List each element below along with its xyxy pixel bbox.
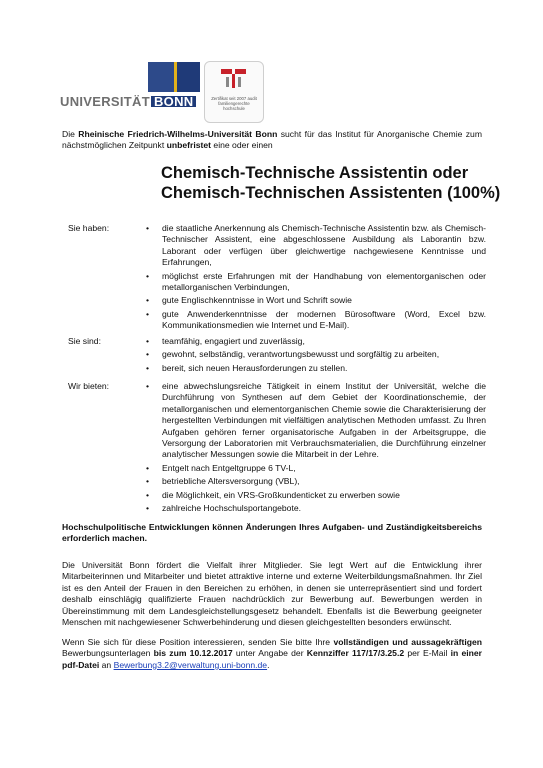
diversity-paragraph: Die Universität Bonn fördert die Vielfalt ihrer Mitglieder. Sie legt Wert auf die Entwicklung ihrer Mitarbeiterinnen und Mitarbeiter und bietet attraktive interne und externe Weiterbildungsmaßnahmen. Ihr Ziel ist es den Anteil der Frauen in den Bereichen zu erhöhen, in denen sie unterrepräsentiert sind und fordert deshalb einschlägig qualifizierte Frauen nachdrücklich zur Bewerbung auf. Bewerbungen werden in Übereinstimmung mit dem Landesgleichstellungsgesetz behandelt. Ebenfalls ist die Bewerbung geeigneter Menschen mit nachgewiesener Schwerbehinderung und diesen gleichgestellten besonders erwünscht.: [62, 560, 482, 628]
application-paragraph: Wenn Sie sich für diese Position interessieren, senden Sie bitte Ihre vollständigen und aussagekräftigen Bewerbungsunterlagen bis zum 10.12.2017 unter Angabe der Kennziffer 117/17/3.25.2 per E-Mail in einer pdf-Datei an Bewerbung3.2@verwaltung.uni-bonn.de.: [62, 637, 482, 670]
university-logo: [60, 62, 200, 124]
section-label: Sie haben:: [68, 223, 110, 233]
list-item: • gute Englischkenntnisse in Wort und Schrift sowie: [146, 295, 352, 306]
intro-paragraph: Die Rheinische Friedrich-Wilhelms-Universität Bonn sucht für das Institut für Anorganische Chemie zum nächstmöglichen Zeitpunkt unbefristet eine oder einen: [62, 129, 482, 151]
list-item: • Entgelt nach Entgeltgruppe 6 TV-L,: [146, 462, 296, 473]
list-item: • möglichst erste Erfahrungen mit der Handhabung von elementorganischen oder metallorganischen Verbindungen,: [146, 270, 486, 293]
list-item: • betriebliche Altersversorgung (VBL),: [146, 476, 300, 487]
offer-list: [146, 381, 486, 516]
section-label: Sie sind:: [68, 336, 101, 346]
requirements-list: [146, 223, 486, 334]
certificate-icon: [221, 69, 247, 91]
list-item: • bereit, sich neuen Herausforderungen zu stellen.: [146, 362, 348, 373]
certificate-text: Zertifikat seit 2007 audit familiengerechte hochschule: [211, 96, 257, 111]
list-item: • die staatliche Anerkennung als Chemisch-Technische Assistentin bzw. als Chemisch-Technischer Assistent, eine abgeschlossene Ausbildung als Laborantin bzw. Laborant oder verfügen über gleichwertige nachgewiesene Kenntnisse und Erfahrungen,: [146, 223, 486, 268]
list-item: • eine abwechslungsreiche Tätigkeit in einem Institut der Universität, welche die Durchführung von Synthesen auf dem Gebiet der Koordinationschemie, der metallorganischen und elementorganischen Chemie sowie die Charakterisierung der hergestellten Verbindungen mit vielfältigen analytischen Methoden umfasst. Zu Ihren Aufgaben gehören ferner organisatorische Aufgaben in der Arbeitsgruppe, die Versorgung der Laboratorien mit Verbrauchsmaterialien, die Durchführung einzelner analytischer Messungen sowie die Mitarbeit in der Lehre.: [146, 381, 486, 460]
policy-note: Hochschulpolitische Entwicklungen können Änderungen Ihres Aufgaben- und Zuständigkeitsbereichs erforderlich machen.: [62, 522, 482, 544]
job-title: Chemisch-Technische Assistentin oder Chemisch-Technischen Assistenten (100%): [161, 164, 501, 202]
list-item: • zahlreiche Hochschulsportangebote.: [146, 503, 302, 514]
list-item: • die Möglichkeit, ein VRS-Großkundenticket zu erwerben sowie: [146, 489, 400, 500]
list-item: • gewohnt, selbständig, verantwortungsbewusst und sorgfältig zu arbeiten,: [146, 349, 440, 360]
list-item: • teamfähig, engagiert und zuverlässig,: [146, 336, 305, 346]
family-audit-certificate: [204, 61, 264, 123]
logo-wordmark: UNIVERSITÄT BONN: [60, 96, 196, 107]
list-item: • gute Anwenderkenntnisse der modernen Bürosoftware (Word, Excel bzw. Kommunikationsmedien wie Internet und E-Mail).: [146, 308, 486, 331]
logo-squares: [148, 62, 200, 96]
section-label: Wir bieten:: [68, 381, 110, 391]
email-link[interactable]: Bewerbung3.2@verwaltung.uni-bonn.de: [113, 659, 268, 670]
qualities-list: [146, 336, 486, 376]
